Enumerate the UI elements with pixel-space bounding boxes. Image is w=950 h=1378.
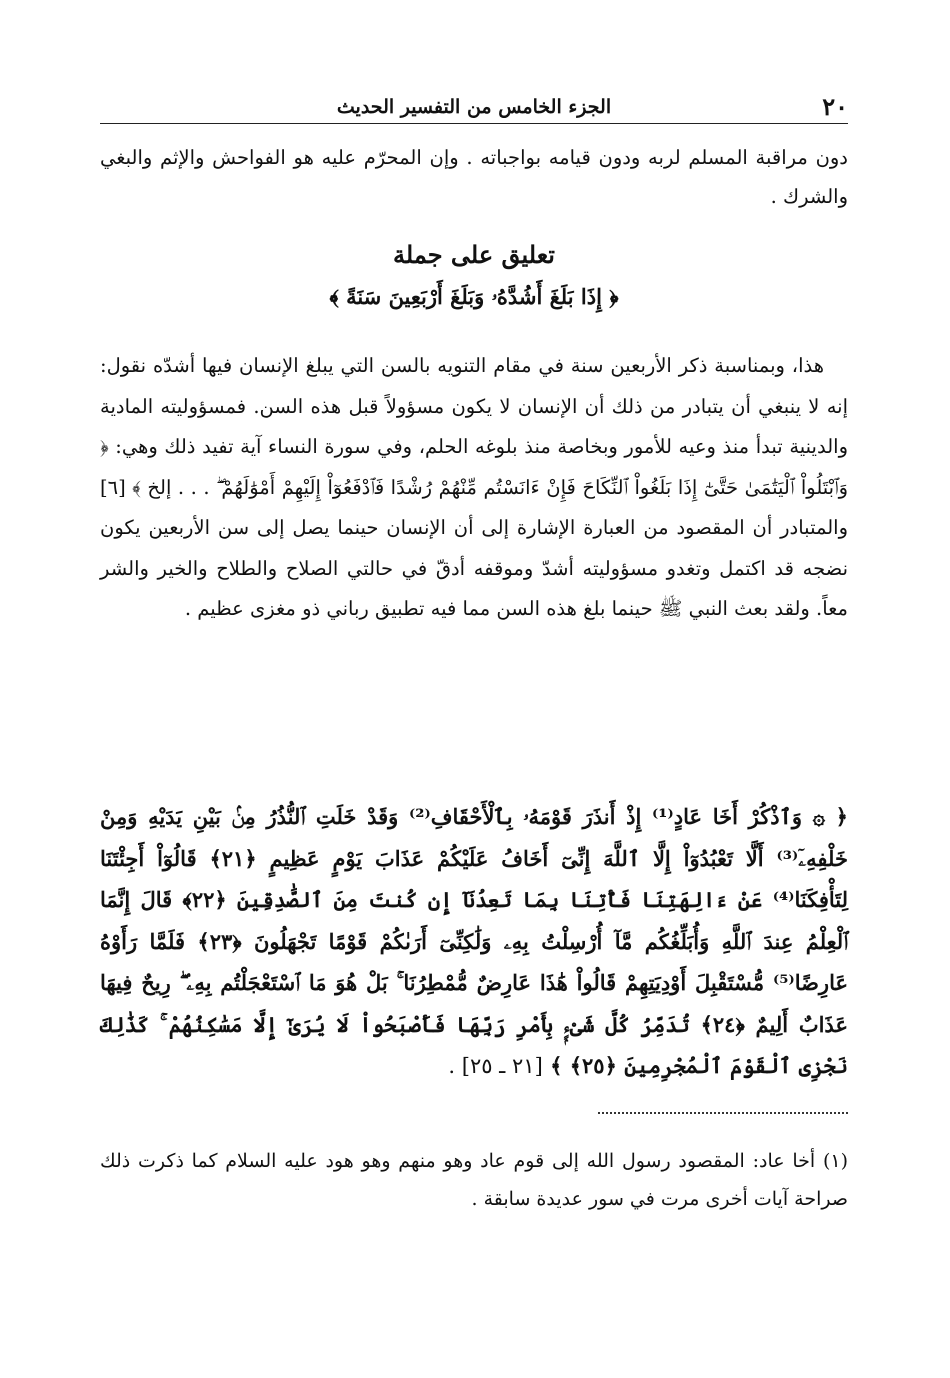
dotted-rule: [598, 1112, 848, 1114]
quran-passage-text: ﴿ ۞ وَٱذْكُرْ أَخَا عَادٍ⁽¹⁾ إِذْ أَنذَرَ قَوْمَهُۥ بِٱلْأَحْقَافِ⁽²⁾ وَقَدْ خَلَتِ ٱلنُّذُرُ مِنۢ بَيْنِ يَدَيْهِ وَمِنْ خَلْفِهِۦٓ⁽³⁾ أَلَّا تَعْبُدُوٓاْ إِلَّا ٱللَّهَ إِنِّىٓ أَخَافُ عَلَيْكُمْ عَذَابَ يَوْمٍ عَظِيمٍ ﴿٢١﴾ قَالُوٓاْ أَجِئْتَنَا لِتَأْفِكَنَا⁽⁴⁾ عَنْ ءَالِهَتِنَا فَأْتِنَا بِمَا تَعِدُنَآ إِن كُنتَ مِنَ ٱلصَّٰدِقِينَ ﴿٢٢﴾ قَالَ إِنَّمَا ٱلْعِلْمُ عِندَ ٱللَّهِ وَأُبَلِّغُكُم مَّآ أُرْسِلْتُ بِهِۦ وَلَٰكِنِّىٓ أَرَىٰكُمْ قَوْمًا تَجْهَلُونَ ﴿٢٣﴾ فَلَمَّا رَأَوْهُ عَارِضًا⁽⁵⁾ مُّسْتَقْبِلَ أَوْدِيَتِهِمْ قَالُواْ هَٰذَا عَارِضٌ مُّمْطِرُنَا ۚ بَلْ هُوَ مَا ٱسْتَعْجَلْتُم بِهِۦ ۖ رِيحٌ فِيهَا عَذَابٌ أَلِيمٌ ﴿٢٤﴾ تُدَمِّرُ كُلَّ شَىْءٍۭ بِأَمْرِ رَبِّهَا فَأَصْبَحُواْ لَا يُرَىٰٓ إِلَّا مَسَٰكِنُهُمْ ۚ كَذَٰلِكَ نَجْزِى ٱلْقَوْمَ ٱلْمُجْرِمِينَ ﴿٢٥﴾ ﴾: [100, 804, 849, 1078]
verse-reference: [٢١ ـ ٢٥] .: [448, 1054, 543, 1078]
commentary-paragraph-text: هذا، وبمناسبة ذكر الأربعين سنة في مقام التنويه بالسن التي يبلغ الإنسان فيها أشدّه نقول: إنه لا ينبغي أن يتبادر من ذلك أن الإنسان لا يكون مسؤولاً قبل هذه السن. فمسؤوليته المادية والدينية تبدأ منذ وعيه للأمور وبخاصة منذ بلوغه الحلم، وفي سورة النساء آية تفيد ذلك وهي: ﴿ وَٱبْتَلُواْ ٱلْيَتَٰمَىٰ حَتَّىٰٓ إِذَا بَلَغُواْ ٱلنِّكَاحَ فَإِنْ ءَانَسْتُم مِّنْهُمْ رُشْدًا فَٱدْفَعُوٓاْ إِلَيْهِمْ أَمْوَٰلَهُمْ ۖ . . . إلخ ﴾ [٦] والمتبادر أن المقصود من العبارة الإشارة إلى أن الإنسان حينما يصل إلى سن الأربعين يكون نضجه قد اكتمل وتغدو مسؤوليته أشدّ وموقفه أدقّ في حالتي الصلاح والطلاح والخير والشر معاً. ولقد بعث النبي ﷺ حينما بلغ هذه السن مما فيه تطبيق رباني ذو مغزى عظيم .: [100, 354, 848, 620]
footnote-separator: [100, 1112, 848, 1116]
page-number: ٢٠: [822, 92, 848, 121]
section-heading-verse: ﴿ إِذَا بَلَغَ أَشُدَّهُۥ وَبَلَغَ أَرْبَعِينَ سَنَةً ﴾: [329, 284, 619, 309]
footnote-text: (١) أخا عاد: المقصود رسول الله إلى قوم عاد وهو منهم وهو هود عليه السلام كما ذكرت ذلك صراحة آيات أخرى مرت في سور عديدة سابقة .: [100, 1150, 848, 1210]
quran-passage: [100, 796, 848, 1088]
commentary-paragraph: [100, 346, 848, 630]
running-title: الجزء الخامس من التفسير الحديث: [336, 96, 612, 118]
footnote: [100, 1142, 848, 1218]
intro-paragraph: [100, 138, 848, 216]
running-header: [100, 88, 848, 124]
section-heading: تعليق على جملة: [393, 240, 555, 269]
intro-paragraph-text: دون مراقبة المسلم لربه ودون قيامه بواجباته . وإن المحرّم عليه هو الفواحش والإثم والبغي والشرك .: [100, 146, 848, 208]
